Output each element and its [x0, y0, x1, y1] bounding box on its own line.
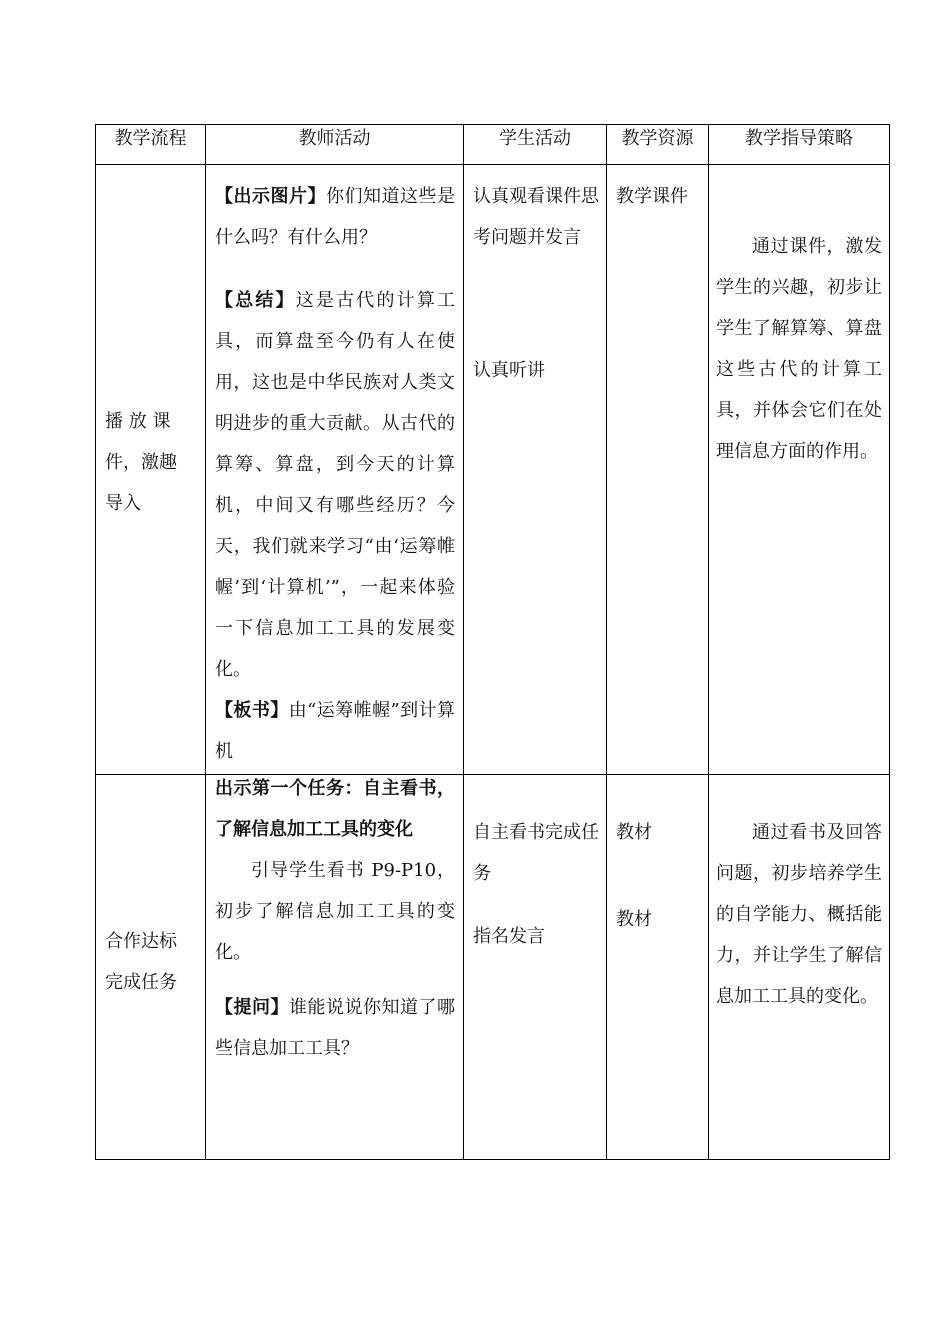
- table-border-left: [95, 124, 96, 1160]
- task-title: 出示第一个任务：自主看书，了解信息加工工具的变化: [215, 778, 455, 840]
- teacher-paragraph: 【出示图片】你们知道这些是什么吗？有什么用？: [215, 186, 455, 248]
- flow-text: 合作达标: [105, 931, 177, 952]
- teacher-paragraph: 【总结】这是古代的计算工具，而算盘至今仍有人在使用，这也是中华民族对人类文明进步的重大贡献。从古代的算筹、算盘，到今天的计算机，中间又有哪些经历？今天，我们就来学习“由‘运筹帷幄’到‘计算机’”，一起来体验一下信息加工工具的发展变化。: [215, 290, 456, 680]
- strategy-text: 通过课件，激发学生的兴趣，初步让学生了解算筹、算盘这些古代的计算工具，并体会它们在处理信息方面的作用。: [716, 236, 882, 462]
- row1-strategy: [716, 226, 882, 472]
- row1-teacher: [215, 176, 455, 772]
- flow-text: 播 放 课: [105, 411, 171, 432]
- student-activity: 认真观看课件思考问题并发言: [473, 186, 599, 248]
- flow-text: 导入: [105, 493, 141, 514]
- flow-text: 件，激趣: [105, 452, 177, 473]
- row1-resource: [616, 176, 704, 217]
- row2-strategy: [716, 812, 882, 1017]
- header-student: 学生活动: [499, 128, 571, 149]
- header-strategy: 教学指导策略: [745, 128, 853, 149]
- table-col-divider: [606, 124, 607, 1160]
- tag-question: 【提问】: [215, 997, 289, 1018]
- teacher-paragraph: 【提问】谁能说说你知道了哪些信息加工工具？: [215, 997, 455, 1059]
- student-activity: 认真听讲: [473, 360, 545, 381]
- student-activity: 自主看书完成任务: [473, 822, 599, 884]
- resource-text: 教学课件: [616, 186, 688, 207]
- table-col-divider: [708, 124, 709, 1160]
- flow-text: 完成任务: [105, 972, 177, 993]
- header-flow: 教学流程: [114, 128, 187, 149]
- row2-resource: [616, 812, 704, 940]
- table-col-divider: [205, 124, 206, 1160]
- row2-teacher: [215, 768, 455, 1069]
- strategy-text: 通过看书及回答问题，初步培养学生的自学能力、概括能力，并让学生了解信息加工工具的变化。: [716, 822, 882, 1007]
- row1-flow: [105, 401, 200, 524]
- table-border-right: [889, 124, 890, 1160]
- student-activity: 指名发言: [473, 926, 545, 947]
- tag-board: 【板书】: [215, 700, 289, 721]
- table-col-divider: [463, 124, 464, 1160]
- row1-student: [473, 176, 599, 391]
- teacher-paragraph: 【板书】由“运筹帷幄”到计算机: [215, 700, 456, 762]
- tag-show-picture: 【出示图片】: [215, 186, 326, 207]
- resource-text: 教材: [616, 822, 652, 843]
- row2-student: [473, 812, 599, 957]
- header-resource: 教学资源: [621, 128, 694, 149]
- table-divider-header: [95, 164, 890, 165]
- row2-flow: [105, 921, 200, 1003]
- header-teacher: 教师活动: [298, 128, 371, 149]
- table-border-bottom: [95, 1159, 890, 1160]
- tag-summary: 【总结】: [215, 290, 296, 311]
- teacher-paragraph: 引导学生看书 P9-P10，初步了解信息加工工具的变化。: [215, 860, 455, 963]
- resource-text: 教材: [616, 909, 652, 930]
